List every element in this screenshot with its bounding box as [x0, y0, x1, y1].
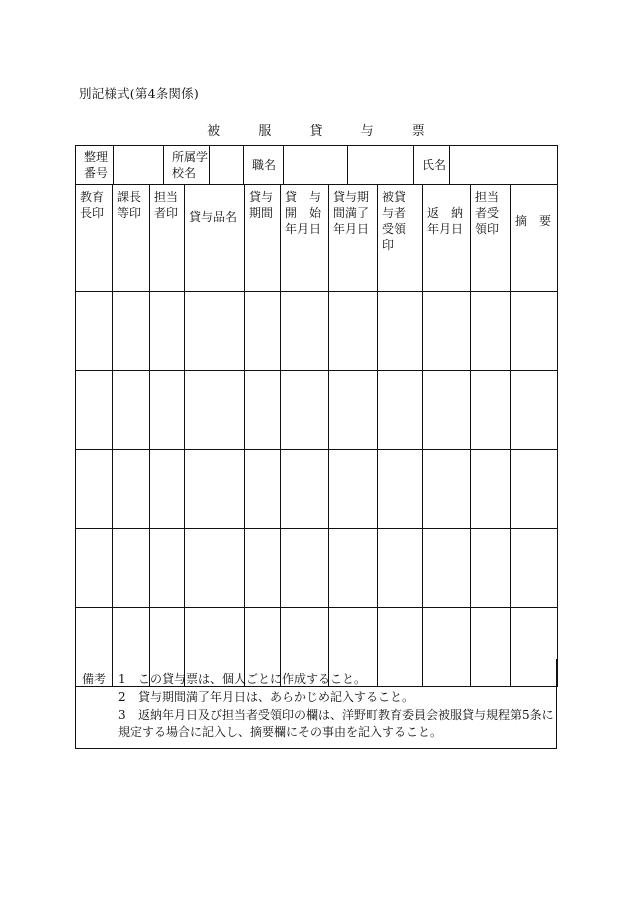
- shokumei-field[interactable]: [284, 146, 348, 185]
- note-number: 1: [118, 672, 126, 686]
- shimei-label: [414, 146, 450, 185]
- form-title-char: 服: [258, 124, 272, 139]
- table-cell[interactable]: [185, 292, 245, 371]
- table-cell[interactable]: [150, 292, 185, 371]
- col-header-tanto: [150, 185, 185, 292]
- notes-box: [75, 659, 557, 749]
- col-header-manryo: [329, 185, 378, 292]
- lending-table: [75, 184, 558, 687]
- note-number: 2: [118, 690, 126, 704]
- label-line: 被貸: [382, 190, 407, 204]
- table-cell[interactable]: [245, 371, 281, 450]
- note-line-1: [82, 671, 366, 688]
- label-line: 期間: [249, 206, 274, 220]
- shozoku-field[interactable]: [210, 146, 244, 185]
- col-header-kyoikucho: [76, 185, 113, 292]
- table-cell[interactable]: [511, 292, 558, 371]
- label-line: 氏名: [422, 158, 447, 172]
- label-line: 年月日: [333, 222, 370, 236]
- note-number: 3: [118, 708, 126, 722]
- seiri-bango-label: [76, 146, 114, 185]
- label-line: 貸与期: [333, 190, 370, 204]
- label-line: 与者: [382, 206, 407, 220]
- table-row: [76, 529, 558, 608]
- label-line: 番号: [84, 166, 109, 180]
- table-cell[interactable]: [378, 529, 423, 608]
- table-cell[interactable]: [511, 529, 558, 608]
- table-cell[interactable]: [76, 371, 113, 450]
- table-cell[interactable]: [281, 292, 329, 371]
- page-heading: 別記様式(第4条関係): [79, 86, 199, 101]
- note-text: この貸与票は、個人ごとに作成すること。: [138, 672, 367, 686]
- table-cell[interactable]: [471, 292, 511, 371]
- label-line: 返 納: [427, 206, 464, 220]
- table-row: [76, 292, 558, 371]
- table-cell[interactable]: [511, 371, 558, 450]
- table-cell[interactable]: [378, 292, 423, 371]
- shimei-field[interactable]: [450, 146, 558, 185]
- label-line: 担当: [475, 190, 500, 204]
- table-cell[interactable]: [471, 450, 511, 529]
- table-cell[interactable]: [471, 371, 511, 450]
- label-line: 開 始: [285, 206, 322, 220]
- shokumei-label: [244, 146, 284, 185]
- table-cell[interactable]: [423, 529, 471, 608]
- note-line-4: [118, 724, 442, 741]
- table-cell[interactable]: [329, 292, 378, 371]
- table-cell[interactable]: [76, 292, 113, 371]
- table-cell[interactable]: [245, 450, 281, 529]
- table-cell[interactable]: [113, 371, 150, 450]
- table-cell[interactable]: [150, 371, 185, 450]
- table-cell[interactable]: [378, 450, 423, 529]
- col-header-tanto-juryo: [471, 185, 511, 292]
- label-line: 整理: [84, 150, 109, 164]
- table-cell[interactable]: [423, 450, 471, 529]
- shokumei-field-2[interactable]: [348, 146, 414, 185]
- col-header-kikan: [245, 185, 281, 292]
- table-cell[interactable]: [329, 529, 378, 608]
- table-cell[interactable]: [113, 450, 150, 529]
- table-cell[interactable]: [423, 292, 471, 371]
- col-header-tekiyo: [511, 185, 558, 292]
- table-cell[interactable]: [150, 450, 185, 529]
- table-cell[interactable]: [511, 450, 558, 529]
- table-cell[interactable]: [281, 529, 329, 608]
- col-header-henno: [423, 185, 471, 292]
- form-title-char: 与: [360, 124, 374, 139]
- label-line: 課長: [117, 190, 142, 204]
- table-cell[interactable]: [281, 371, 329, 450]
- table-cell[interactable]: [113, 529, 150, 608]
- form-title-char: 貸: [309, 124, 323, 139]
- label-line: 貸与品名: [189, 210, 238, 224]
- table-cell[interactable]: [423, 371, 471, 450]
- label-line: 担当: [154, 190, 179, 204]
- col-header-juryo: [378, 185, 423, 292]
- label-line: 貸与: [249, 190, 274, 204]
- form-title-char: 被: [207, 124, 221, 139]
- note-text: 規定する場合に記入し、摘要欄にその事由を記入すること。: [118, 725, 443, 739]
- table-cell[interactable]: [185, 371, 245, 450]
- col-header-kacho: [113, 185, 150, 292]
- label-line: 領印: [475, 222, 500, 236]
- table-cell[interactable]: [76, 450, 113, 529]
- label-line: 摘 要: [515, 214, 552, 228]
- form-title-char: 票: [411, 124, 425, 139]
- label-line: 貸 与: [285, 190, 322, 204]
- table-cell[interactable]: [471, 529, 511, 608]
- label-line: 年月日: [285, 222, 322, 236]
- label-line: 教育: [80, 190, 105, 204]
- label-line: 年月日: [427, 222, 464, 236]
- table-cell[interactable]: [378, 371, 423, 450]
- note-text: 返納年月日及び担当者受領印の欄は、洋野町教育委員会被服貸与規程第5条に: [138, 708, 554, 722]
- label-line: 者受: [475, 206, 500, 220]
- table-cell[interactable]: [185, 529, 245, 608]
- table-cell[interactable]: [245, 529, 281, 608]
- label-line: 所属学: [172, 150, 209, 164]
- col-header-kaishi: [281, 185, 329, 292]
- header-info-table: [75, 145, 558, 185]
- table-cell[interactable]: [329, 450, 378, 529]
- form-title: [75, 120, 557, 139]
- table-cell[interactable]: [150, 529, 185, 608]
- label-line: 者印: [154, 206, 179, 220]
- table-cell[interactable]: [329, 371, 378, 450]
- label-line: 印: [382, 238, 395, 252]
- label-line: 受領: [382, 222, 407, 236]
- label-line: 長印: [80, 206, 105, 220]
- col-header-hinmei: [185, 185, 245, 292]
- table-cell[interactable]: [76, 529, 113, 608]
- notes-label: 備考: [82, 672, 107, 686]
- table-cell[interactable]: [113, 292, 150, 371]
- note-line-3: [118, 707, 554, 724]
- label-line: 校名: [172, 166, 197, 180]
- table-cell[interactable]: [281, 450, 329, 529]
- table-cell[interactable]: [245, 292, 281, 371]
- label-line: 職名: [252, 158, 277, 172]
- table-row: [76, 371, 558, 450]
- table-row: [76, 450, 558, 529]
- shozoku-label: [164, 146, 210, 185]
- label-line: 等印: [117, 206, 142, 220]
- note-text: 貸与期間満了年月日は、あらかじめ記入すること。: [138, 690, 415, 704]
- label-line: 間満了: [333, 206, 370, 220]
- note-line-2: [118, 689, 414, 706]
- seiri-bango-field[interactable]: [114, 146, 164, 185]
- table-cell[interactable]: [185, 450, 245, 529]
